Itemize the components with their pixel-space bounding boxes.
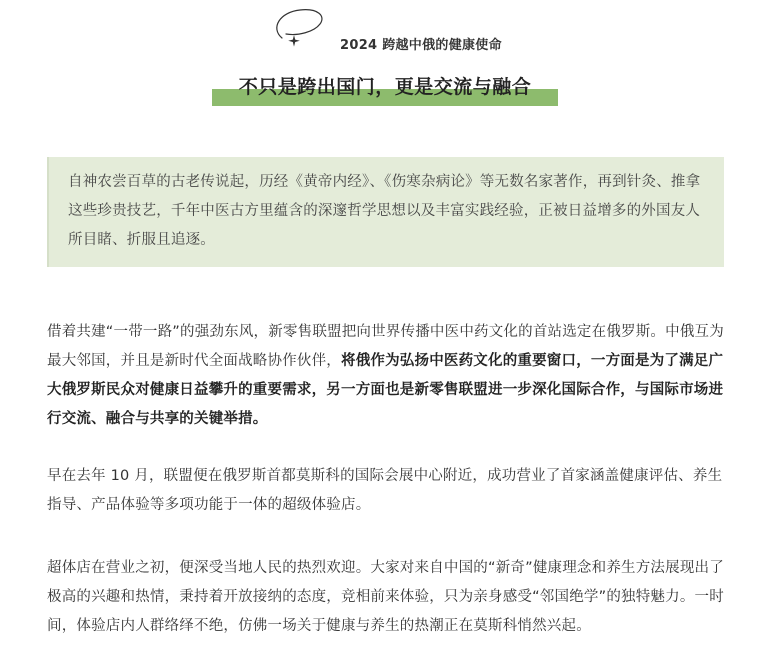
intro-quote-text: 自神农尝百草的古老传说起，历经《黄帝内经》、《伤寒杂病论》等无数名家著作，再到针灸、推拿这些珍贵技艺，千年中医古方里蕴含的深邃哲学思想以及丰富实践经验，正被日益增多的外国友人所目睹、折服且追逐。 <box>68 174 701 248</box>
title-block <box>212 70 558 106</box>
intro-quote-box <box>47 157 724 267</box>
paragraph-two: 早在去年 10 月，联盟便在俄罗斯首都莫斯科的国际会展中心附近，成功营业了首家涵盖健康评估、养生指导、产品体验等多项功能于一体的超级体验店。 <box>47 468 723 513</box>
paragraph-three: 超体店在营业之初，便深受当地人民的热烈欢迎。大家对来自中国的“新奇”健康理念和养生方法展现出了极高的兴趣和热情，秉持着开放接纳的态度，竞相前来体验，只为亲身感受“邻国绝学”的独特魅力。一时间，体验店内人群络绎不绝，仿佛一场关于健康与养生的热潮正在莫斯科悄然兴起。 <box>47 560 724 634</box>
paragraph-one-bold-text: 将俄作为弘扬中医药文化的重要窗口，一方面是为了满足广大俄罗斯民众对健康日益攀升的重要需求，另一方面也是新零售联盟进一步深化国际合作，与国际市场进行交流、融合与共享的关键举措。 <box>47 353 724 427</box>
paragraph-one-text: 借着共建“一带一路”的强劲东风，新零售联盟把向世界传播中医中药文化的首站选定在俄罗斯。中俄互为最大邻国，并且是新时代全面战略协作伙伴， <box>47 324 724 369</box>
section-subtitle: 2024 跨越中俄的健康使命 <box>340 38 502 53</box>
paragraph-one <box>47 318 727 434</box>
page-title: 不只是跨出国门，更是交流与融合 <box>238 76 532 98</box>
swirl-sparkle-icon <box>268 4 330 48</box>
